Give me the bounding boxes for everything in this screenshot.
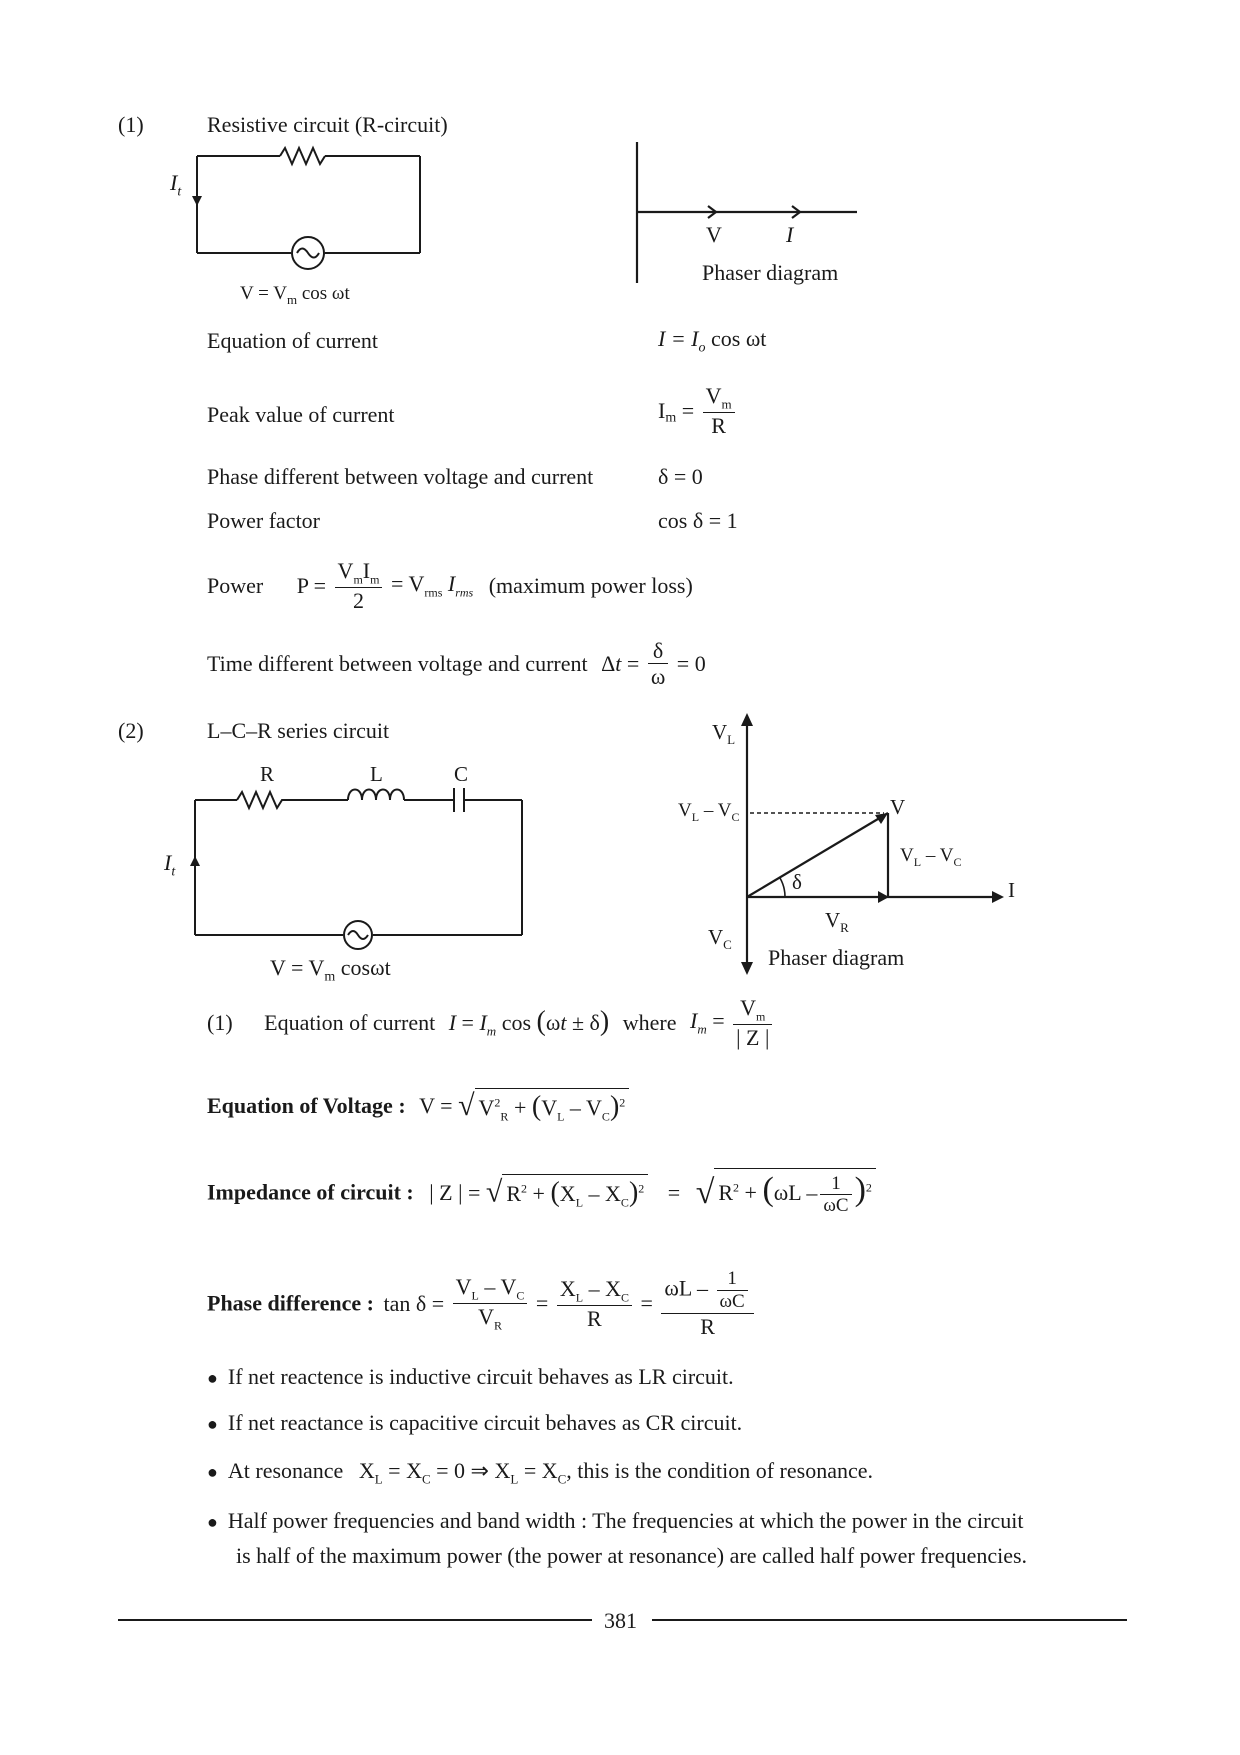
bullet-4: ● Half power frequencies and band width : The frequencies at which the power in the circuit [207,1508,1024,1533]
page-number: 381 [604,1608,637,1633]
phase-difference: Phase difference : tan δ = $\frac{V_L - V_C}{V_R}$ = $\frac{X_L - X_C}{R}$ = ωL – $\frac{1}{\omega C}$ R [207,1268,757,1339]
r-phasor-v-label: V [706,222,722,247]
bullet-3: ● At resonance $X_L = X_C = 0$ ⇒ $X_L = X_C$, this is the condition of resonance. [207,1458,874,1487]
row-time-difference: Time different between voltage and current Δt = $\frac{\delta}{\omega}$ = 0 [207,638,706,690]
row-phase-difference: Phase different between voltage and current [207,464,594,489]
phasor-vr-label: $V_R$ [825,908,849,936]
eq-current-formula: $I = I_o$ cos ωt [658,326,767,356]
row-power-factor: Power factor [207,508,321,533]
r-circuit-source-eq: $V = V_m$ cos ωt [240,283,350,307]
row-equation-of-current: Equation of current [207,328,379,353]
bullet-dot-icon: ● [207,1512,218,1532]
lcr-phasor-caption: Phaser diagram [768,945,905,970]
phasor-delta-label: δ [792,870,802,894]
impedance-of-circuit: Impedance of circuit : | Z | = √ $R^2 + (X_L - X_C)^2$ = √ $R^2 + (\omega L$ – $\frac{1}{\omega C}$ )$^2$ [207,1168,876,1217]
section1-title: Resistive circuit (R-circuit) [207,112,448,137]
r-circuit-current-label: $I_t$ [170,170,182,200]
row-power: Power P = $\frac{V_mI_m}{2}$ = $V_{rms}$ $I_{rms}$ (maximum power loss) [207,558,693,614]
phasor-v-label: V [890,795,906,819]
r-phasor-i-label: I [786,222,794,247]
r-phasor-caption: Phaser diagram [702,260,839,285]
bullet-2: ● If net reactance is capacitive circuit behaves as CR circuit. [207,1410,743,1435]
bullet-4-continued: is half of the maximum power (the power at resonance) are called half power frequencies. [236,1543,1028,1568]
phase-value: δ = 0 [658,464,703,489]
lcr-current-label: $I_t$ [164,850,176,880]
bullet-dot-icon: ● [207,1368,218,1388]
lcr-equation-of-current: (1) Equation of current $I = I_m$ cos (ωt ± δ) where $I_m$ = $\frac{V_m}{| Z |}$ [207,995,775,1050]
phasor-vl-minus-vc-right: $V_L - V_C$ [900,845,962,869]
row-peak-value: Peak value of current [207,402,395,427]
section1-number: (1) [118,112,144,137]
lcr-label-c: C [454,762,469,786]
bullet-dot-icon: ● [207,1462,218,1482]
lcr-label-l: L [370,762,383,786]
phasor-vl-minus-vc-left: $V_L - V_C$ [678,800,740,824]
lcr-label-r: R [260,762,275,786]
phasor-i-label: I [1008,878,1015,902]
peak-formula: $I_m$ = $\frac{V_m}{R}$ [658,383,738,439]
phasor-vc-label: $V_C$ [708,925,732,953]
bullet-1: ● If net reactence is inductive circuit behaves as LR circuit. [207,1364,734,1389]
section2-number: (2) [118,718,144,743]
bullet-dot-icon: ● [207,1414,218,1434]
power-factor-value: cos δ = 1 [658,508,738,533]
phasor-vl-label: $V_L$ [712,720,736,748]
equation-of-voltage: Equation of Voltage : V = √ $V^2_R + (V_L - V_C)^2$ [207,1088,629,1124]
section2-title: L–C–R series circuit [207,718,390,743]
lcr-source-eq: $V = V_m$ cosωt [270,955,391,985]
